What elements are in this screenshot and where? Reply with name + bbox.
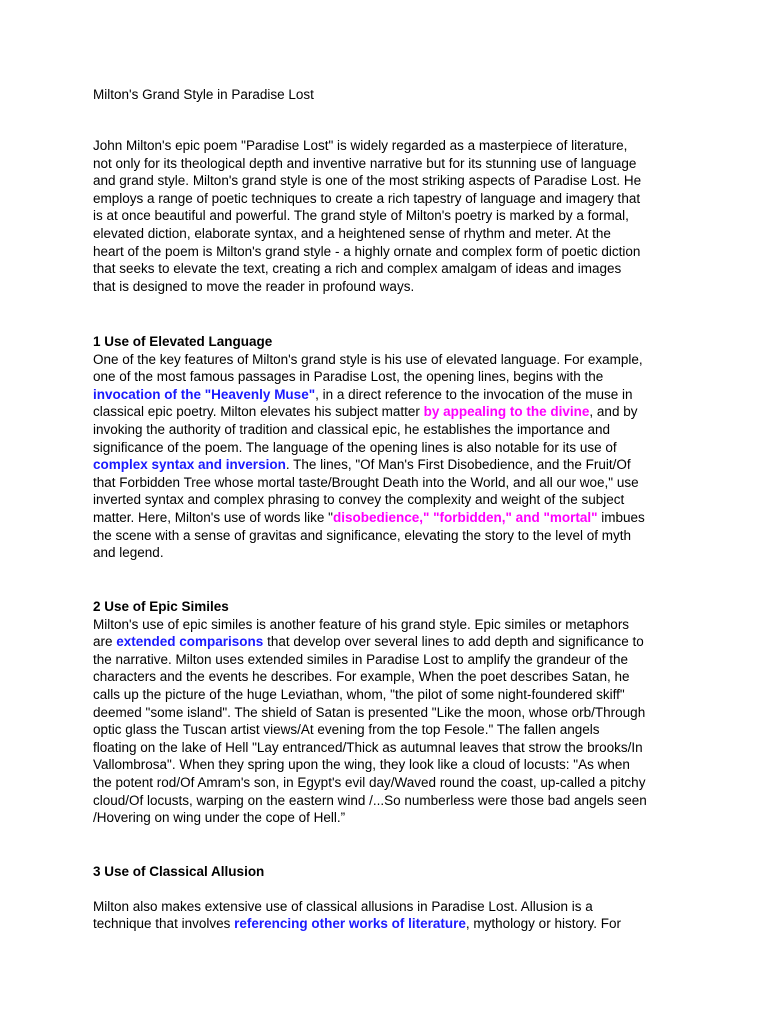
line-text: . The lines, "Of Man's First Disobedience, and the Fruit/Of <box>285 457 631 473</box>
section-3-line: Milton also makes extensive use of classical allusions in Paradise Lost. Allusion is a <box>93 898 593 914</box>
section-1-line: invoking the authority of tradition and classical epic, he establishes the importance and <box>93 421 611 437</box>
highlight-appealing-divine: by appealing to the divine <box>423 404 590 420</box>
section-2-line: the potent rod/Of Amram's son, in Egypt's evil day/Waved round the coast, up-called a pitchy <box>93 774 646 790</box>
highlight-complex-syntax: complex syntax and inversion <box>93 457 286 473</box>
section-1-line <box>93 386 683 404</box>
section-2-line: the narrative. Milton uses extended similes in Paradise Lost to amplify the grandeur of the <box>93 651 629 667</box>
section-1-line: that Forbidden Tree whose mortal taste/Brought Death into the World, and all our woe," use <box>93 474 639 490</box>
section-2-line: calls up the picture of the huge Leviathan, whom, "the pilot of some night-foundered skiff" <box>93 686 625 702</box>
line-text: imbues <box>597 509 645 525</box>
section-1-line <box>93 456 683 474</box>
section-2-line: characters and the events he describes. For example, When the poet describes Satan, he <box>93 669 630 685</box>
section-2-line: Vallombrosa". When they spring upon the wing, they look like a cloud of locusts: "As when <box>93 757 630 773</box>
section-1-line <box>93 509 683 527</box>
section-1-line: One of the key features of Milton's grand style is his use of elevated language. For example, <box>93 351 643 367</box>
section-2-line: deemed "some island". The shield of Satan is presented "Like the moon, whose orb/Through <box>93 704 646 720</box>
intro-line: not only for its theological depth and inventive narrative but for its stunning use of language <box>93 155 637 171</box>
line-text: , and by <box>589 404 638 420</box>
section-3-line <box>93 915 683 933</box>
line-text: are <box>93 634 117 650</box>
section-1-line: inverted syntax and complex phrasing to convey the complexity and weight of the subject <box>93 492 625 508</box>
line-text: that develop over several lines to add depth and significance to <box>263 634 644 650</box>
section-3-heading: 3 Use of Classical Allusion <box>93 864 265 879</box>
intro-line: employs a range of poetic techniques to create a rich tapestry of language and imagery that <box>93 190 641 206</box>
section-2-line: cloud/Of locusts, warping on the eastern wind /...So numberless were those bad angels seen <box>93 792 647 808</box>
section-2-line <box>93 633 683 651</box>
section-1-paragraph <box>93 351 683 562</box>
section-1-line <box>93 403 683 421</box>
intro-line: heart of the poem is Milton's grand style - a highly ornate and complex form of poetic diction <box>93 243 641 259</box>
section-1-heading: 1 Use of Elevated Language <box>93 334 273 349</box>
highlight-heavenly-muse: invocation of the "Heavenly Muse" <box>93 386 316 402</box>
section-2-line: optic glass the Tuscan artist views/At evening from the top Fesole." The fallen angels <box>93 722 600 738</box>
section-1-line: and legend. <box>93 545 164 561</box>
line-text: matter. Here, Milton's use of words like " <box>93 509 333 525</box>
section-1-line: the scene with a sense of gravitas and significance, elevating the story to the level of myth <box>93 527 632 543</box>
intro-line: elevated diction, elaborate syntax, and a heightened sense of rhythm and meter. At the <box>93 225 611 241</box>
line-text: , mythology or history. For <box>465 916 621 932</box>
intro-paragraph <box>93 137 683 295</box>
intro-line: is at once beautiful and powerful. The grand style of Milton's poetry is marked by a formal, <box>93 208 629 224</box>
line-text: technique that involves <box>93 916 235 932</box>
section-2-paragraph <box>93 616 683 827</box>
document-title: Milton's Grand Style in Paradise Lost <box>93 87 314 102</box>
section-2-heading: 2 Use of Epic Similes <box>93 599 229 614</box>
highlight-words: disobedience," "forbidden," and "mortal" <box>332 509 598 525</box>
section-1-line: significance of the poem. The language of the opening lines is also notable for its use of <box>93 439 617 455</box>
section-2-line: Milton's use of epic similes is another feature of his grand style. Epic similes or metaphors <box>93 616 630 632</box>
section-3-paragraph <box>93 898 683 933</box>
section-2-line: floating on the lake of Hell "Lay entranced/Thick as autumnal leaves that strow the brooks/In <box>93 739 643 755</box>
intro-line: John Milton's epic poem "Paradise Lost" is widely regarded as a masterpiece of literature, <box>93 138 628 153</box>
line-text: , in a direct reference to the invocation of the muse in <box>315 386 633 402</box>
section-1-line: one of the most famous passages in Paradise Lost, the opening lines, begins with the <box>93 369 604 385</box>
intro-line: and grand style. Milton's grand style is one of the most striking aspects of Paradise Lost. He <box>93 173 642 189</box>
intro-line: that is designed to move the reader in profound ways. <box>93 278 415 294</box>
highlight-referencing-works: referencing other works of literature <box>234 916 466 932</box>
line-text: classical epic poetry. Milton elevates his subject matter <box>93 404 424 420</box>
highlight-extended-comparisons: extended comparisons <box>116 634 264 650</box>
intro-line: that seeks to elevate the text, creating a rich and complex amalgam of ideas and images <box>93 261 622 277</box>
section-2-line: /Hovering on wing under the cope of Hell.” <box>93 810 346 826</box>
